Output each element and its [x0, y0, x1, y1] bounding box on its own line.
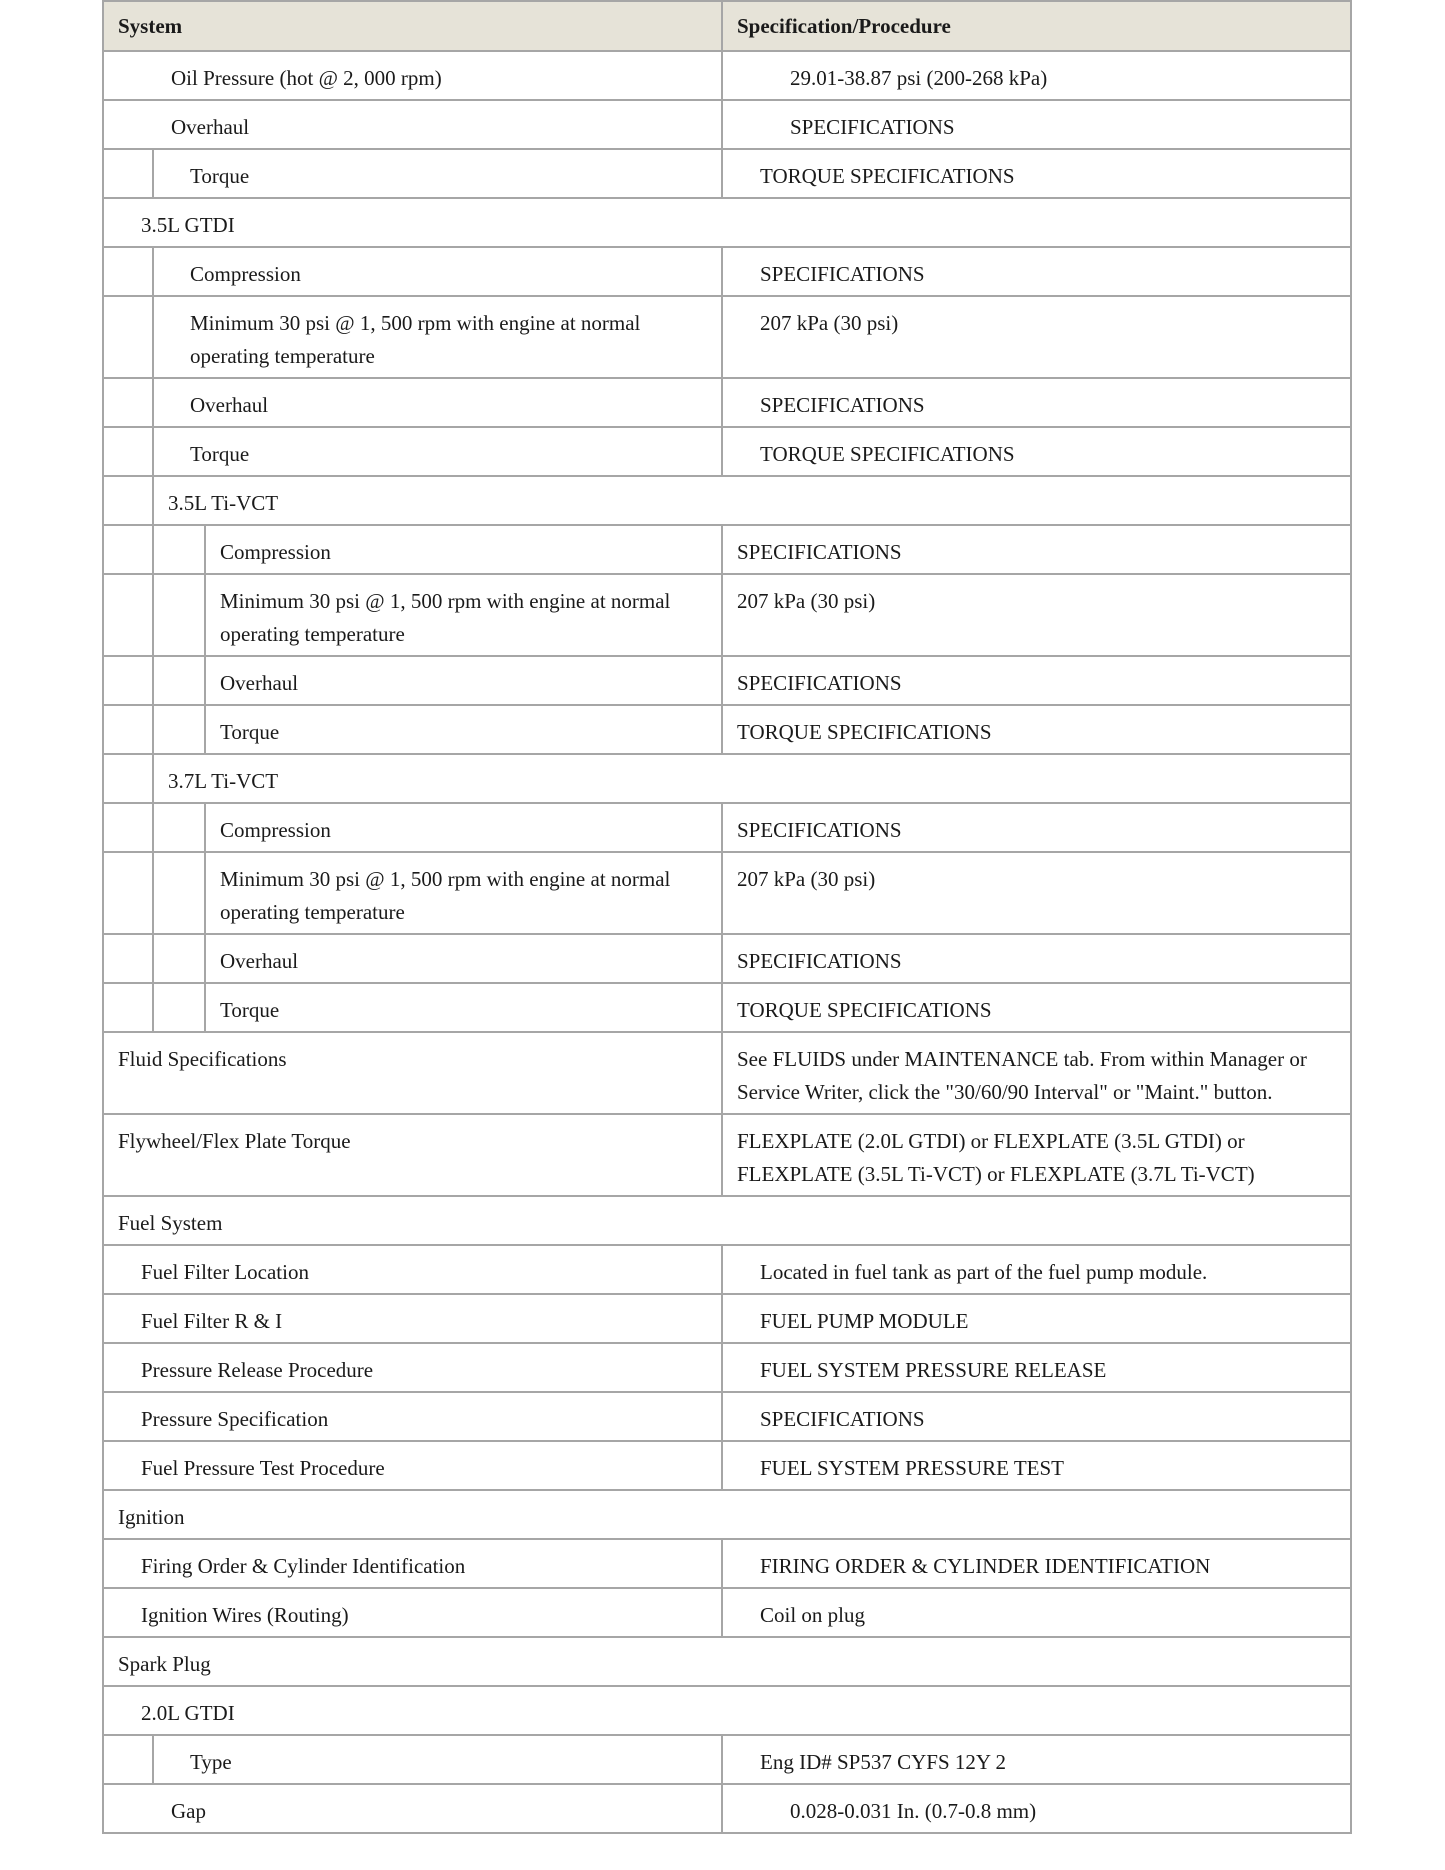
group-row — [103, 1490, 1351, 1539]
indent-cell — [153, 934, 205, 983]
table-row — [103, 247, 1351, 296]
spec-cell: 0.028-0.031 In. (0.7-0.8 mm) — [722, 1784, 1351, 1833]
table-row — [103, 525, 1351, 574]
group-row — [103, 1686, 1351, 1735]
system-cell: Overhaul — [205, 656, 722, 705]
group-heading: Spark Plug — [103, 1637, 1351, 1686]
table-row — [103, 1539, 1351, 1588]
spec-cell: SPECIFICATIONS — [722, 525, 1351, 574]
table-row — [103, 574, 1351, 656]
spec-cell: 207 kPa (30 psi) — [722, 574, 1351, 656]
table-row — [103, 803, 1351, 852]
system-cell: Gap — [103, 1784, 722, 1833]
indent-cell — [103, 705, 153, 754]
indent-cell — [103, 296, 153, 378]
indent-cell — [153, 852, 205, 934]
group-heading: 3.5L GTDI — [103, 198, 1351, 247]
table-row — [103, 983, 1351, 1032]
spec-cell: SPECIFICATIONS — [722, 656, 1351, 705]
spec-cell: Coil on plug — [722, 1588, 1351, 1637]
table-row — [103, 1784, 1351, 1833]
indent-cell — [103, 1735, 153, 1784]
system-cell: Torque — [153, 427, 722, 476]
table-row — [103, 1441, 1351, 1490]
table-row — [103, 1032, 1351, 1114]
group-row — [103, 1637, 1351, 1686]
spec-cell: SPECIFICATIONS — [722, 247, 1351, 296]
indent-cell — [103, 247, 153, 296]
indent-cell — [103, 656, 153, 705]
system-cell: Fuel Filter Location — [103, 1245, 722, 1294]
table-row — [103, 1294, 1351, 1343]
group-heading: Fuel System — [103, 1196, 1351, 1245]
column-header-system: System — [103, 1, 722, 51]
system-cell: Overhaul — [205, 934, 722, 983]
group-heading: 3.7L Ti-VCT — [153, 754, 1351, 803]
group-row — [103, 754, 1351, 803]
system-cell: Minimum 30 psi @ 1, 500 rpm with engine at normal operating temperature — [153, 296, 722, 378]
system-cell: Fluid Specifications — [103, 1032, 722, 1114]
indent-cell — [103, 378, 153, 427]
spec-cell: FLEXPLATE (2.0L GTDI) or FLEXPLATE (3.5L GTDI) or FLEXPLATE (3.5L Ti-VCT) or FLEXPLATE (3.7L Ti-VCT) — [722, 1114, 1351, 1196]
system-cell: Overhaul — [153, 378, 722, 427]
system-cell: Compression — [205, 803, 722, 852]
indent-cell — [153, 705, 205, 754]
spec-cell: Located in fuel tank as part of the fuel pump module. — [722, 1245, 1351, 1294]
indent-cell — [103, 476, 153, 525]
table-row — [103, 1343, 1351, 1392]
indent-cell — [103, 983, 153, 1032]
indent-cell — [103, 427, 153, 476]
spec-cell: TORQUE SPECIFICATIONS — [722, 149, 1351, 198]
table-row — [103, 1735, 1351, 1784]
group-heading: Ignition — [103, 1490, 1351, 1539]
spec-cell: TORQUE SPECIFICATIONS — [722, 983, 1351, 1032]
group-row — [103, 1196, 1351, 1245]
indent-cell — [103, 852, 153, 934]
spec-cell: TORQUE SPECIFICATIONS — [722, 427, 1351, 476]
spec-cell: Eng ID# SP537 CYFS 12Y 2 — [722, 1735, 1351, 1784]
group-row — [103, 476, 1351, 525]
system-cell: Fuel Pressure Test Procedure — [103, 1441, 722, 1490]
spec-cell: 29.01-38.87 psi (200-268 kPa) — [722, 51, 1351, 100]
indent-cell — [153, 803, 205, 852]
indent-cell — [153, 525, 205, 574]
system-cell: Torque — [205, 983, 722, 1032]
system-cell: Firing Order & Cylinder Identification — [103, 1539, 722, 1588]
table-row — [103, 934, 1351, 983]
table-row — [103, 378, 1351, 427]
system-cell: Type — [153, 1735, 722, 1784]
system-cell: Minimum 30 psi @ 1, 500 rpm with engine at normal operating temperature — [205, 574, 722, 656]
table-row — [103, 1392, 1351, 1441]
indent-cell — [103, 149, 153, 198]
system-cell: Torque — [153, 149, 722, 198]
spec-cell: SPECIFICATIONS — [722, 803, 1351, 852]
group-heading: 3.5L Ti-VCT — [153, 476, 1351, 525]
specifications-table — [102, 0, 1352, 1834]
indent-cell — [103, 574, 153, 656]
system-cell: Ignition Wires (Routing) — [103, 1588, 722, 1637]
group-row — [103, 198, 1351, 247]
system-cell: Overhaul — [103, 100, 722, 149]
group-heading: 2.0L GTDI — [103, 1686, 1351, 1735]
system-cell: Fuel Filter R & I — [103, 1294, 722, 1343]
system-cell: Pressure Specification — [103, 1392, 722, 1441]
indent-cell — [103, 803, 153, 852]
table-row — [103, 852, 1351, 934]
table-row — [103, 656, 1351, 705]
spec-cell: 207 kPa (30 psi) — [722, 852, 1351, 934]
spec-cell: SPECIFICATIONS — [722, 1392, 1351, 1441]
system-cell: Flywheel/Flex Plate Torque — [103, 1114, 722, 1196]
table-row — [103, 100, 1351, 149]
indent-cell — [103, 754, 153, 803]
table-row — [103, 296, 1351, 378]
table-row — [103, 1588, 1351, 1637]
table-row — [103, 1114, 1351, 1196]
table-row — [103, 427, 1351, 476]
indent-cell — [153, 574, 205, 656]
system-cell: Compression — [205, 525, 722, 574]
indent-cell — [153, 983, 205, 1032]
spec-cell: TORQUE SPECIFICATIONS — [722, 705, 1351, 754]
system-cell: Compression — [153, 247, 722, 296]
system-cell: Oil Pressure (hot @ 2, 000 rpm) — [103, 51, 722, 100]
spec-cell: SPECIFICATIONS — [722, 934, 1351, 983]
spec-cell: FIRING ORDER & CYLINDER IDENTIFICATION — [722, 1539, 1351, 1588]
table-row — [103, 149, 1351, 198]
spec-cell: 207 kPa (30 psi) — [722, 296, 1351, 378]
table-row — [103, 705, 1351, 754]
spec-cell: SPECIFICATIONS — [722, 100, 1351, 149]
column-header-spec: Specification/Procedure — [722, 1, 1351, 51]
table-header-row — [103, 1, 1351, 51]
system-cell: Pressure Release Procedure — [103, 1343, 722, 1392]
spec-cell: SPECIFICATIONS — [722, 378, 1351, 427]
spec-cell: See FLUIDS under MAINTENANCE tab. From within Manager or Service Writer, click the "30/60/90 Interval" or "Maint." button. — [722, 1032, 1351, 1114]
spec-cell: FUEL PUMP MODULE — [722, 1294, 1351, 1343]
indent-cell — [103, 934, 153, 983]
table-row — [103, 51, 1351, 100]
spec-cell: FUEL SYSTEM PRESSURE TEST — [722, 1441, 1351, 1490]
system-cell: Minimum 30 psi @ 1, 500 rpm with engine at normal operating temperature — [205, 852, 722, 934]
spec-cell: FUEL SYSTEM PRESSURE RELEASE — [722, 1343, 1351, 1392]
system-cell: Torque — [205, 705, 722, 754]
table-row — [103, 1245, 1351, 1294]
indent-cell — [153, 656, 205, 705]
indent-cell — [103, 525, 153, 574]
